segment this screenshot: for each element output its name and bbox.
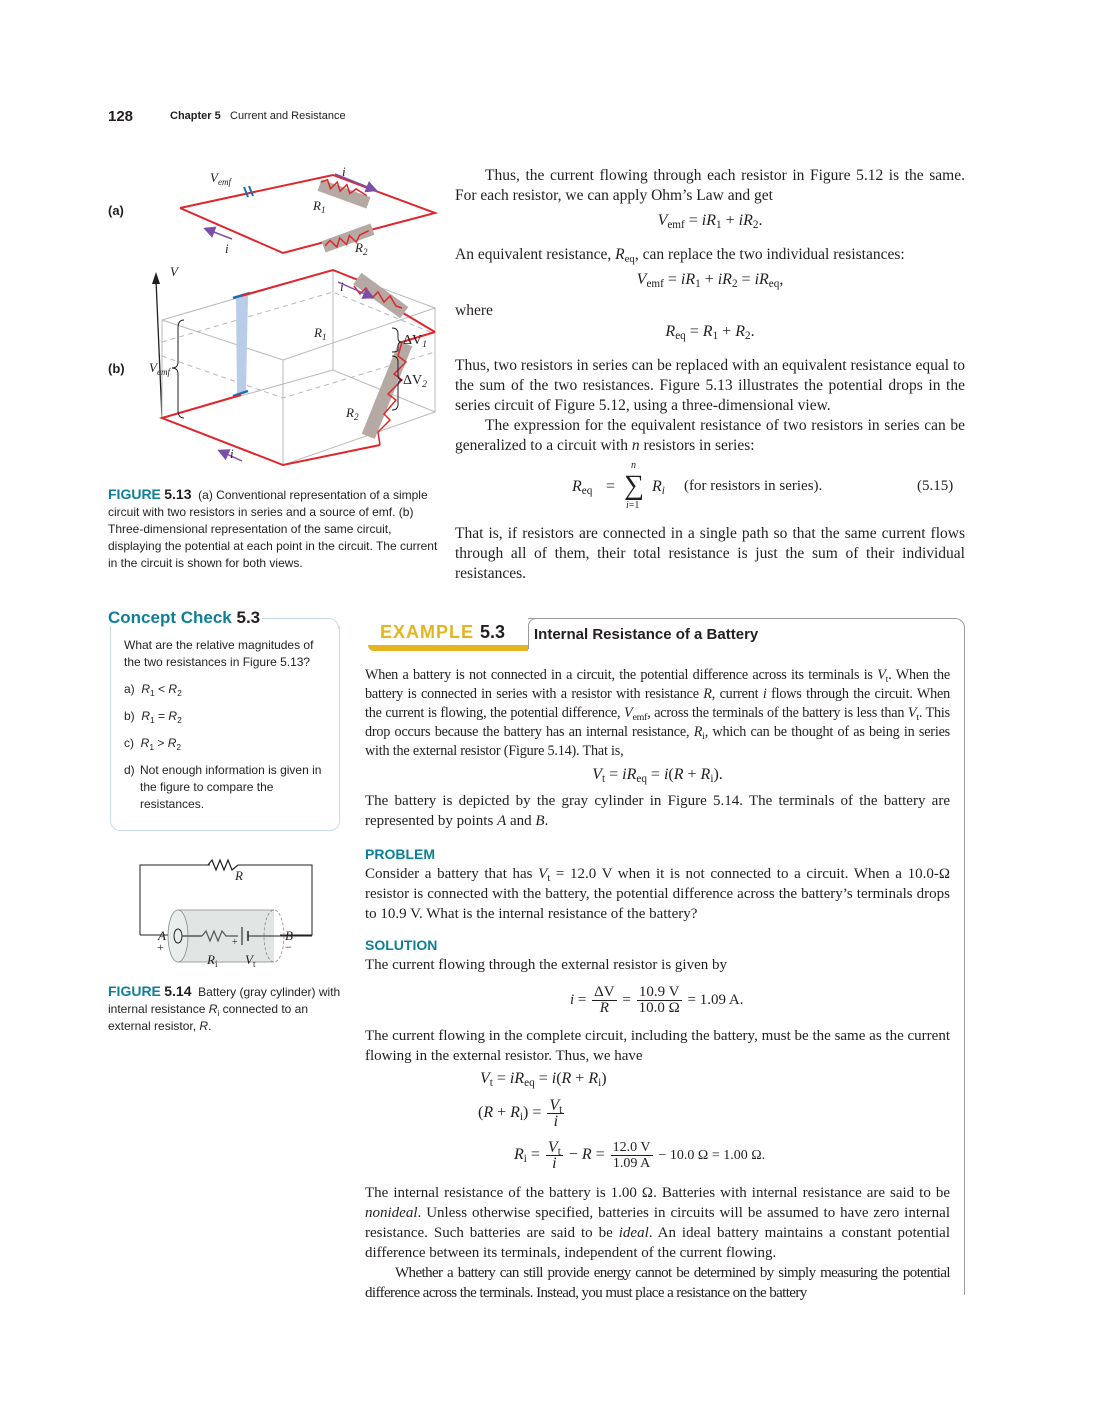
label-r1-b: $R_1$ [314,325,327,342]
paragraph-generalized: The expression for the equivalent resistance of two resistors in series can be generalized to a circuit with n resistors in series: [455,417,965,454]
equation-5-15: $R_{eq}$ = ∑ n i=1 $R_i$ (for resistors in series). (5.15) [572,460,954,511]
v-axis-arrow-icon [152,272,160,284]
example-label: EXAMPLE 5.3 [380,622,506,642]
chapter-title: Current and Resistance [230,110,346,122]
solution-text-1: The current flowing through the external resistor is given by [365,957,727,973]
label-plus: + [157,940,164,954]
conclusion-paragraph: The internal resistance of the battery is 1.00 Ω. Batteries with internal resistance are said to be nonideal. Unless otherwise specified, batteries in circuits will be assumed to have zero internal resistance. Such batteries are said to be ideal. An ideal battery maintains a constant potential difference between its terminals, independent of the current flowing. [365,1185,950,1261]
label-i-b-top: i [340,279,344,294]
battery-plate-a2 [249,186,253,196]
battery-plate-a [244,187,248,197]
current-arrow-a-bottom [206,229,232,239]
figure-5-13-diagram [140,160,450,480]
word-where: where [455,302,493,319]
concept-check-border [262,618,339,629]
solution-heading: SOLUTION [365,937,438,953]
label-r2-b: $R_2$ [346,405,359,422]
label-r1-a: $R_1$ [313,198,326,215]
label-b: B [285,928,293,943]
label-vemf-a: $V_{emf}$ [210,170,232,187]
label-minus: − [285,940,292,954]
figure-5-13-caption: FIGURE 5.13 (a) Conventional representation of a simple circuit with two resistors in series and a source of emf. (b) Three-dimensional representation of the same circuit, displaying the potential at each point in the circuit. The current in the circuit is shown for both views. [108,486,438,570]
problem-text: Consider a battery that has $V_t = 12.0$ V when it is not connected to a circuit. When a 10.0-Ω resistor is connected with the battery, the potential difference across the battery’s terminals drops to 10.9 V. What is the internal resistance of the battery? [365,866,950,922]
label-a: A [158,928,166,943]
resistor-r2-b [362,341,412,439]
label-i-a-top: i [342,164,346,179]
label-dv1: $\Delta V_1$ [403,333,428,350]
sigma-icon: ∑ [624,470,644,501]
label-r2-a: $R_2$ [355,240,368,257]
paragraph-series: Thus, two resistors in series can be replaced with an equivalent resistance equal to the sum of the two resistances. Figure 5.13 illustrates the potential drops in the series circuit of Figure 5.12, using a three-dimensional view. [455,357,965,414]
concept-check-question: What are the relative magnitudes of the two resistances in Figure 5.13? [124,638,314,669]
equation-vt: $V_t = iR_{eq} = i(R + R_i)$. [592,766,723,785]
battery-band-b [236,294,248,396]
figure-5-14-caption: FIGURE 5.14 Battery (gray cylinder) with internal resistance $R_i$ connected to an external resistor, R. [108,983,341,1033]
label-i-b-bottom: i [230,446,234,461]
example-intro: When a battery is not connected in a circuit, the potential difference across its terminals is $V_t$. When the battery is connected in series with a resistor with resistance R, current i flows through the circuit. When the current is flowing, the potential difference, $V_{emf}$, across the terminals of the battery is less than $V_t$. This drop occurs because the battery has an internal resistance, $R_i$, which can be thought of as being in series with the external resistor (Figure 5.14). That is, [365,667,950,759]
last-paragraph: Whether a battery can still provide energy cannot be determined by simply measuring the potential difference across the terminals. Instead, you must place a resistance on the battery [365,1265,950,1301]
equation-number: (5.15) [917,478,954,494]
equation-vt-repeat: $V_t = iR_{eq} = i(R + R_i)$ [480,1070,607,1089]
problem-heading: PROBLEM [365,846,435,862]
option-c[interactable]: c) $R_1 > R_2$ [124,736,182,752]
paragraph-equivalent: An equivalent resistance, $R_{eq}$, can replace the two individual resistances: [455,246,905,265]
label-r: R [235,868,243,883]
equation-req-sum: $R_{eq} = R_1 + R_2$. [665,323,755,342]
solution-text-2: The current flowing in the complete circuit, including the battery, must be the same as the current flowing in the external resistor. Thus, we have [365,1028,950,1064]
paragraph-ohms-law: Thus, the current flowing through each resistor in Figure 5.12 is the same. For each resistor, we can apply Ohm’s Law and get [455,167,965,204]
paragraph-battery: The battery is depicted by the gray cylinder in Figure 5.14. The terminals of the battery are represented by points A and B. [365,793,950,829]
equation-req-combined: $V_{emf} = iR_1 + iR_2 = iR_{eq}$, [636,271,784,290]
option-b[interactable]: b) $R_1 = R_2$ [124,709,182,725]
label-v-axis: V [170,264,178,279]
concept-check-body [124,637,329,813]
panel-b-label: (b) [108,361,125,376]
page-number: 128 [108,108,134,125]
figure-5-14-diagram [130,855,320,975]
paragraph-conclusion: That is, if resistors are connected in a single path so that the same current flows through all of them, their total resistance is just the sum of their individual resistances. [455,525,965,582]
brace-vemf [172,320,184,418]
option-a[interactable]: a) $R_1 < R_2$ [124,682,182,698]
label-dv2: $\Delta V_2$ [403,373,428,390]
v-axis [156,280,162,418]
label-ri: $R_i$ [207,952,218,969]
equation-ri: $R_i$ = $\frac{V_t}{i}$ − R = $\frac{12.0 V}{1.09 A}$ − 10.0 Ω = 1.00 Ω. [514,1139,766,1172]
concept-check-title: Concept Check 5.3 [108,608,261,627]
label-i-a-bottom: i [225,241,229,256]
equation-r-sum: $(R + R_i)$ = $\frac{V_t}{i}$ [478,1097,563,1130]
label-vemf-b: $V_{emf}$ [149,360,171,377]
chapter-label: Chapter 5 [170,110,221,122]
circuit-b [152,270,435,465]
example-underline [368,645,528,651]
panel-a-label: (a) [108,203,124,218]
equation-current: i = $\frac{\Delta V}{R}$ = $\frac{10.9 V}{10.0 \Omega}$ = 1.09 A. [570,984,744,1016]
resistor-r-icon [208,860,238,870]
equation-vemf: $V_{emf} = iR_1 + iR_2$. [657,212,763,231]
label-vt: $V_t$ [245,952,256,969]
label-battery-plus: + [232,937,238,948]
option-d[interactable]: d) Not enough information is given in the figure to compare the resistances. [124,763,322,811]
example-title: Internal Resistance of a Battery [534,626,759,643]
